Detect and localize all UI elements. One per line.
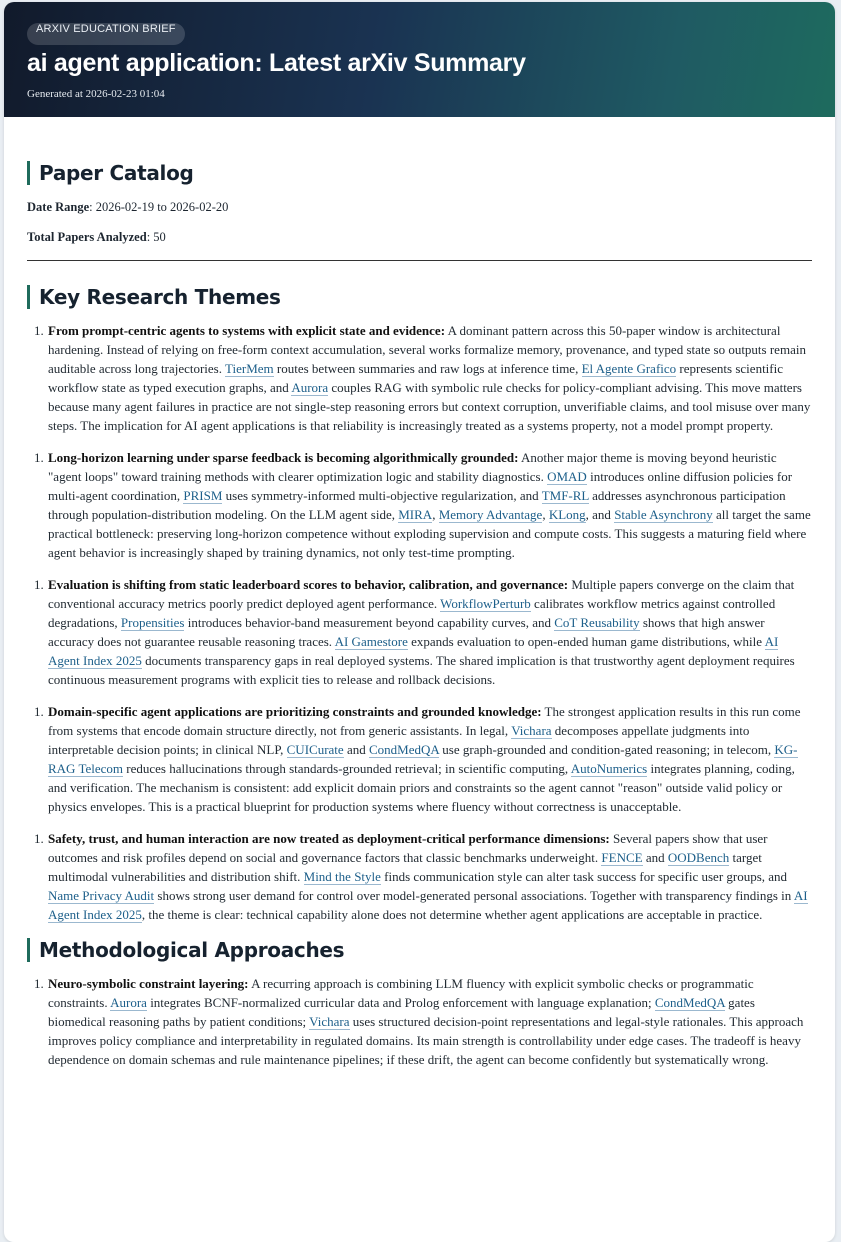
item-text: integrates planning, coding, and verification. The mechanism is consistent: add explicit domain priors and constraints so the agent cannot "reason" outside valid policy or physics envelopes. This is a practical blueprint for production systems where fluency without correctness is unacceptable. (48, 761, 795, 814)
list (27, 974, 812, 1069)
paper-link[interactable]: El Agente Grafico (581, 361, 677, 376)
list (27, 702, 812, 816)
section-heading-paper-catalog: Paper Catalog (27, 161, 812, 185)
item-text: A dominant pattern across this 50-paper window is architectural hardening. Instead of relying on free-form context accumulation, several works formalize memory, provenance, and typed state so outputs remain auditable across long trajectories. (48, 323, 806, 376)
themes-list (27, 321, 812, 924)
paper-link[interactable]: KG-RAG Telecom (48, 742, 798, 776)
date-range (27, 200, 812, 215)
item-text: Multiple papers converge on the claim that conventional accuracy metrics poorly predict deployed agent performance. (48, 577, 795, 611)
paper-link[interactable]: AutoNumerics (570, 761, 648, 776)
total-papers (27, 230, 812, 245)
generated-timestamp: Generated at 2026-02-23 01:04 (27, 88, 165, 100)
paper-link[interactable]: Mind the Style (303, 869, 381, 884)
item-text: shows that high answer accuracy does not guarantee reusable reasoning traces. (48, 615, 765, 649)
list-item (47, 974, 812, 1069)
item-text: documents transparency gaps in real deployed systems. The shared implication is that trustworthy agent deployment requires continuous measurement programs with explicit ties to release and rollback decisions. (48, 653, 795, 687)
list (27, 448, 812, 562)
item-text: routes between summaries and raw logs at inference time, (273, 361, 582, 376)
paper-link[interactable]: AI Agent Index 2025 (48, 888, 808, 922)
paper-link[interactable]: TierMem (225, 361, 274, 376)
item-title: Evaluation is shifting from static leaderboard scores to behavior, calibration, and governance: (48, 577, 569, 592)
date-range-value: : 2026-02-19 to 2026-02-20 (89, 200, 229, 214)
item-text: expands evaluation to open-ended human game distributions, while (407, 634, 765, 649)
paper-link[interactable]: AI Gamestore (334, 634, 408, 649)
item-text: finds communication style can alter task success for specific user groups, and (380, 869, 788, 884)
item-text: introduces behavior-band measurement beyond capability curves, and (184, 615, 555, 630)
paper-link[interactable]: CondMedQA (654, 995, 725, 1010)
item-text: use graph-grounded and condition-gated reasoning; in telecom, (439, 742, 775, 757)
section-heading-key-research-themes: Key Research Themes (27, 285, 812, 309)
paper-link[interactable]: Vichara (511, 723, 552, 738)
page-title: ai agent application: Latest arXiv Summary (27, 49, 526, 77)
item-title: Long-horizon learning under sparse feedback is becoming algorithmically grounded: (48, 450, 519, 465)
paper-link[interactable]: PRISM (183, 488, 223, 503)
item-text: target multimodal vulnerabilities and distribution shift. (48, 850, 762, 884)
item-title: Safety, trust, and human interaction are now treated as deployment-critical performance dimensions: (48, 831, 610, 846)
methods-list (27, 974, 812, 1069)
list (27, 321, 812, 435)
list-item (47, 448, 812, 562)
item-text: and (343, 742, 369, 757)
report-header (4, 2, 835, 117)
item-text: reduces hallucinations through standards-grounded retrieval; in scientific computing, (123, 761, 571, 776)
item-text: uses structured decision-point representations and legal-style rationales. This approach improves policy compliance and interpretability in regulated domains. Its main strength is controllability under edge cases. The tradeoff is heavy dependence on domain schemas and rule maintenance pipelines; if these drift, the agent can become confidently but systematically wrong. (48, 1014, 804, 1067)
report-card (4, 2, 835, 1242)
item-text: all target the same practical bottleneck: preserving long-horizon competence without exploding supervision and compute costs. This suggests a maturing field where agent behavior is increasingly shaped by training dynamics, not only test-time prompting. (48, 507, 811, 560)
total-papers-value: : 50 (146, 230, 166, 244)
paper-link[interactable]: Name Privacy Audit (48, 888, 155, 903)
item-title: Domain-specific agent applications are prioritizing constraints and grounded knowledge: (48, 704, 542, 719)
paper-link[interactable]: TMF-RL (541, 488, 589, 503)
paper-link[interactable]: Stable Asynchrony (614, 507, 713, 522)
list (27, 829, 812, 924)
item-text: calibrates workflow metrics against controlled degradations, (48, 596, 776, 630)
item-text: The strongest application results in this run come from systems that encode domain structure directly, not from generic assistants. In legal, (48, 704, 801, 738)
item-text: , (542, 507, 549, 522)
item-text: gates biomedical reasoning paths by patient conditions; (48, 995, 755, 1029)
section-heading-methodological-approaches: Methodological Approaches (27, 938, 812, 962)
paper-link[interactable]: Aurora (110, 995, 147, 1010)
date-range-label: Date Range (27, 200, 90, 214)
item-text: represents scientific workflow state as typed execution graphs, and (48, 361, 783, 395)
paper-link[interactable]: Vichara (309, 1014, 350, 1029)
item-title: From prompt-centric agents to systems with explicit state and evidence: (48, 323, 446, 338)
list-item (47, 829, 812, 924)
item-text: A recurring approach is combining LLM fluency with explicit symbolic checks or programmatic constraints. (48, 976, 754, 1010)
paper-link[interactable]: MIRA (398, 507, 433, 522)
report-content (4, 117, 835, 1069)
item-text: Another major theme is moving beyond heuristic "agent loops" toward training methods with clearer optimization logic and stability diagnostics. (48, 450, 777, 484)
paper-link[interactable]: Memory Advantage (438, 507, 543, 522)
paper-link[interactable]: OMAD (547, 469, 587, 484)
paper-link[interactable]: KLong (548, 507, 586, 522)
paper-link[interactable]: CoT Reusability (554, 615, 640, 630)
item-text: , (432, 507, 439, 522)
item-text: addresses asynchronous participation through population-distribution modeling. On the LLM agent side, (48, 488, 786, 522)
list-item (47, 321, 812, 435)
item-text: couples RAG with symbolic rule checks for policy-compliant advising. This move matters because many agent failures in practice are not single-step reasoning errors but context corruption, unverifiable claims, and tool misuse over many steps. The implication for AI agent applications is that reliability is increasingly treated as a systems property, not a model prompt property. (48, 380, 811, 433)
paper-link[interactable]: CUICurate (286, 742, 344, 757)
list (27, 575, 812, 689)
list-item (47, 702, 812, 816)
item-text: , the theme is clear: technical capability alone does not determine whether agent applications are acceptable in practice. (141, 907, 763, 922)
item-text: shows strong user demand for control over model-generated personal associations. Together with transparency findings in (154, 888, 794, 903)
paper-link[interactable]: CondMedQA (368, 742, 440, 757)
paper-link[interactable]: AI Agent Index 2025 (48, 634, 779, 668)
total-papers-label: Total Papers Analyzed (27, 230, 147, 244)
paper-link[interactable]: Propensities (120, 615, 185, 630)
paper-link[interactable]: OODBench (667, 850, 730, 865)
paper-link[interactable]: FENCE (601, 850, 643, 865)
paper-link[interactable]: WorkflowPerturb (440, 596, 531, 611)
paper-link[interactable]: Aurora (291, 380, 329, 395)
item-text: introduces online diffusion policies for multi-agent coordination, (48, 469, 793, 503)
list-item (47, 575, 812, 689)
category-badge: ARXIV EDUCATION BRIEF (27, 23, 185, 45)
item-text: uses symmetry-informed multi-objective regularization, and (222, 488, 542, 503)
item-text: integrates BCNF-normalized curricular data and Prolog enforcement with language explanation; (146, 995, 655, 1010)
item-text: and (642, 850, 668, 865)
item-title: Neuro-symbolic constraint layering: (48, 976, 249, 991)
item-text: , and (585, 507, 615, 522)
item-text: Several papers show that user outcomes and risk profiles depend on social and governance factors that classic benchmarks underweight. (48, 831, 768, 865)
item-text: decomposes appellate judgments into interpretable decision points; in clinical NLP, (48, 723, 750, 757)
